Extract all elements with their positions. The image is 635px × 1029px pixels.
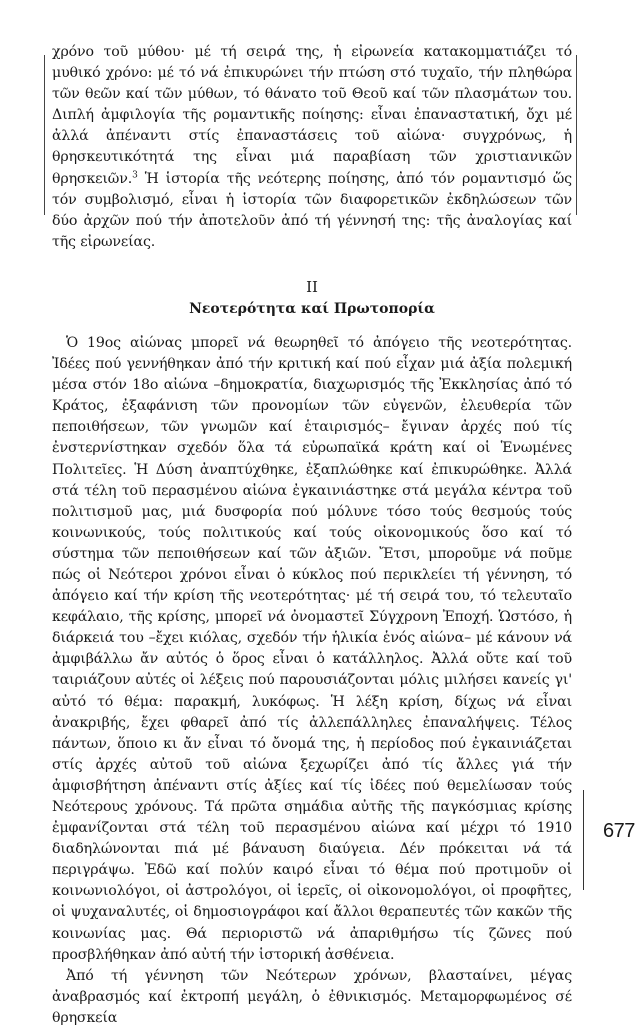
body-paragraph: Ὁ 19ος αἰώνας μπορεῖ νά θεωρηθεῖ τό ἀπόγειο τῆς νεοτερότητας. Ἰδέες πού γεννήθηκαν ἀπό τήν κριτική καί πού εἶχαν μιά ἀξία πολεμική μέσα στόν 18ο αἰώνα –δημοκρατία, διαχωρισμός τῆς Ἐκκλησίας ἀπό τό Κράτος, ἐξαφάνιση τῶν προνομίων τῶν εὐγενῶν, ἐλευθερία τῶν πεποιθήσεων, τῶν γνωμῶν καί ἑταιρισμός– ἔγιναν ἀρχές πού τίς ἐνστερνίστηκαν σχεδόν ὅλα τά εὐρωπαϊκά κράτη καί οἱ Ἑνωμένες Πολιτεῖες. Ἡ Δύση ἀναπτύχθηκε, ἐξαπλώθηκε καί ἐπικυρώθηκε. Ἀλλά στά τέλη τοῦ περασμένου αἰώνα ἐγκαινιάστηκε στά μεγάλα κέντρα τοῦ πολιτισμοῦ μας, μιά δυσφορία πού μόλυνε τόσο τούς θεσμούς τούς κοινωνικούς, τούς πολιτικούς καί τούς οἰκονομικούς ὅσο καί τό σύστημα τῶν πεποιθήσεων καί τῶν ἀξιῶν. Ἔτσι, μποροῦμε νά ποῦμε πώς οἱ Νεότεροι χρόνοι εἶναι ὁ κύκλος πού περικλείει τή γέννηση, τό ἀπόγειο καί τήν κρίση τῆς νεοτερότητας· μέ τή σειρά του, τό τελευταῖο κεφάλαιο, τῆς κρίσης, μπορεῖ νά ὀνομαστεῖ Σύγχρονη Ἐποχή. Ὡστόσο, ἡ διάρκειά του –ἔχει κιόλας, σχεδόν τήν ἡλικία ἑνός αἰώνα– μέ κάνουν νά ἀμφιβάλλω ἄν αὐτός ὁ ὅρος εἶναι ὁ κατάλληλος. Ἀλλά οὔτε καί τοῦ ταιριάζουν αὐτές οἱ λέξεις πού παρουσιάζονται μόλις μιλήσει κανείς γι' αὐτό τό θέμα: παρακμή, λυκόφως. Ἡ λέξη κρίση, δίχως νά εἶναι ἀνακριβής, ἔχει φθαρεῖ ἀπό τίς ἀλλεπάλληλες ἐπαναλήψεις. Τέλος πάντων, ὅποιο κι ἄν εἶναι τό ὄνομά της, ἡ περίοδος πού ἐγκαινιάζεται στίς ἀρχές αὐτοῦ τοῦ αἰώνα ξεχωρίζει ἀπό τίς ἄλλες γιά τήν ἀμφισβήτηση ἀπέναντι στίς ἀξίες καί τίς ἰδέες πού θεμελίωσαν τούς Νεότερους χρόνους. Τά πρῶτα σημάδια αὐτῆς τῆς παγκόσμιας κρίσης ἐμφανίζονται στά τέλη τοῦ περασμένου αἰώνα καί μέχρι τό 1910 διαδηλώνονται πιά μέ βάναυση διαύγεια. Δέν πρόκειται νά τά περιγράψω. Ἐδῶ καί πολύν καιρό εἶναι τό θέμα πού προτιμοῦν οἱ κοινωνιολόγοι, οἱ ἀστρολόγοι, οἱ ἱερεῖς, οἱ οἰκονομολόγοι, οἱ προφῆτες, οἱ ψυχαναλυτές, οἱ δημοσιογράφοι καί ἄλλοι θεραπευτές τῶν κακῶν τῆς κοινωνίας μας. Θά περιοριστῶ νά ἀπαριθμήσω τίς ζῶνες πού προσβλήθηκαν ἀπό αὐτή τήν ἱστορική ἀσθένεια. <box>52 334 572 963</box>
body-paragraph-intro <box>52 42 572 253</box>
right-margin-rule <box>576 55 577 215</box>
footnote-marker: 3 <box>132 169 138 180</box>
page-number-rule <box>583 790 584 890</box>
left-margin-rule <box>44 55 45 215</box>
page-content <box>52 42 572 1029</box>
page-number: 677 <box>603 820 635 842</box>
body-paragraph: Ἀπό τή γέννηση τῶν Νεότερων χρόνων, βλασταίνει, μέγας ἀναβρασμός καί ἐκτροπή μεγάλη, ὁ ἐθνικισμός. Μεταμορφωμένος σέ θρησκεία <box>52 967 572 1026</box>
section-heading <box>52 277 572 319</box>
paragraph-text: χρόνο τοῦ μύθου· μέ τή σειρά της, ἡ εἰρωνεία κατακομματιάζει τό μυθικό χρόνο: μέ τό νά ἐπικυρώνει τήν πτώση στό τυχαῖο, τήν πληθώρα τῶν θεῶν καί τῶν μύθων, τό θάνατο τοῦ Θεοῦ καί τῶν πλασμάτων του. Διπλή ἀμφιλογία τῆς ρομαντικῆς ποίησης: εἶναι ἐπαναστατική, ὄχι μέ ἀλλά ἀπέναντι στίς ἐπαναστάσεις τοῦ αἰώνα· συγχρόνως, ἡ θρησκευτικότητά της εἶναι μιά παραβίαση τῶν χριστιανικῶν θρησκειῶν. <box>52 44 572 187</box>
section-number: II <box>306 277 318 296</box>
section-title: Νεοτερότητα καί Πρωτοπορία <box>189 300 435 317</box>
paragraph-text: Ἡ ἱστορία τῆς νεότερης ποίησης, ἀπό τόν ρομαντισμό ὥς τόν συμβολισμό, εἶναι ἡ ἱστορία τῶν διαφορετικῶν ἐκδηλώσεων τῶν δύο ἀρχῶν πού τήν ἀποτελοῦν ἀπό τή γέννησή της: τῆς ἀναλογίας καί τῆς εἰρωνείας. <box>52 170 572 250</box>
